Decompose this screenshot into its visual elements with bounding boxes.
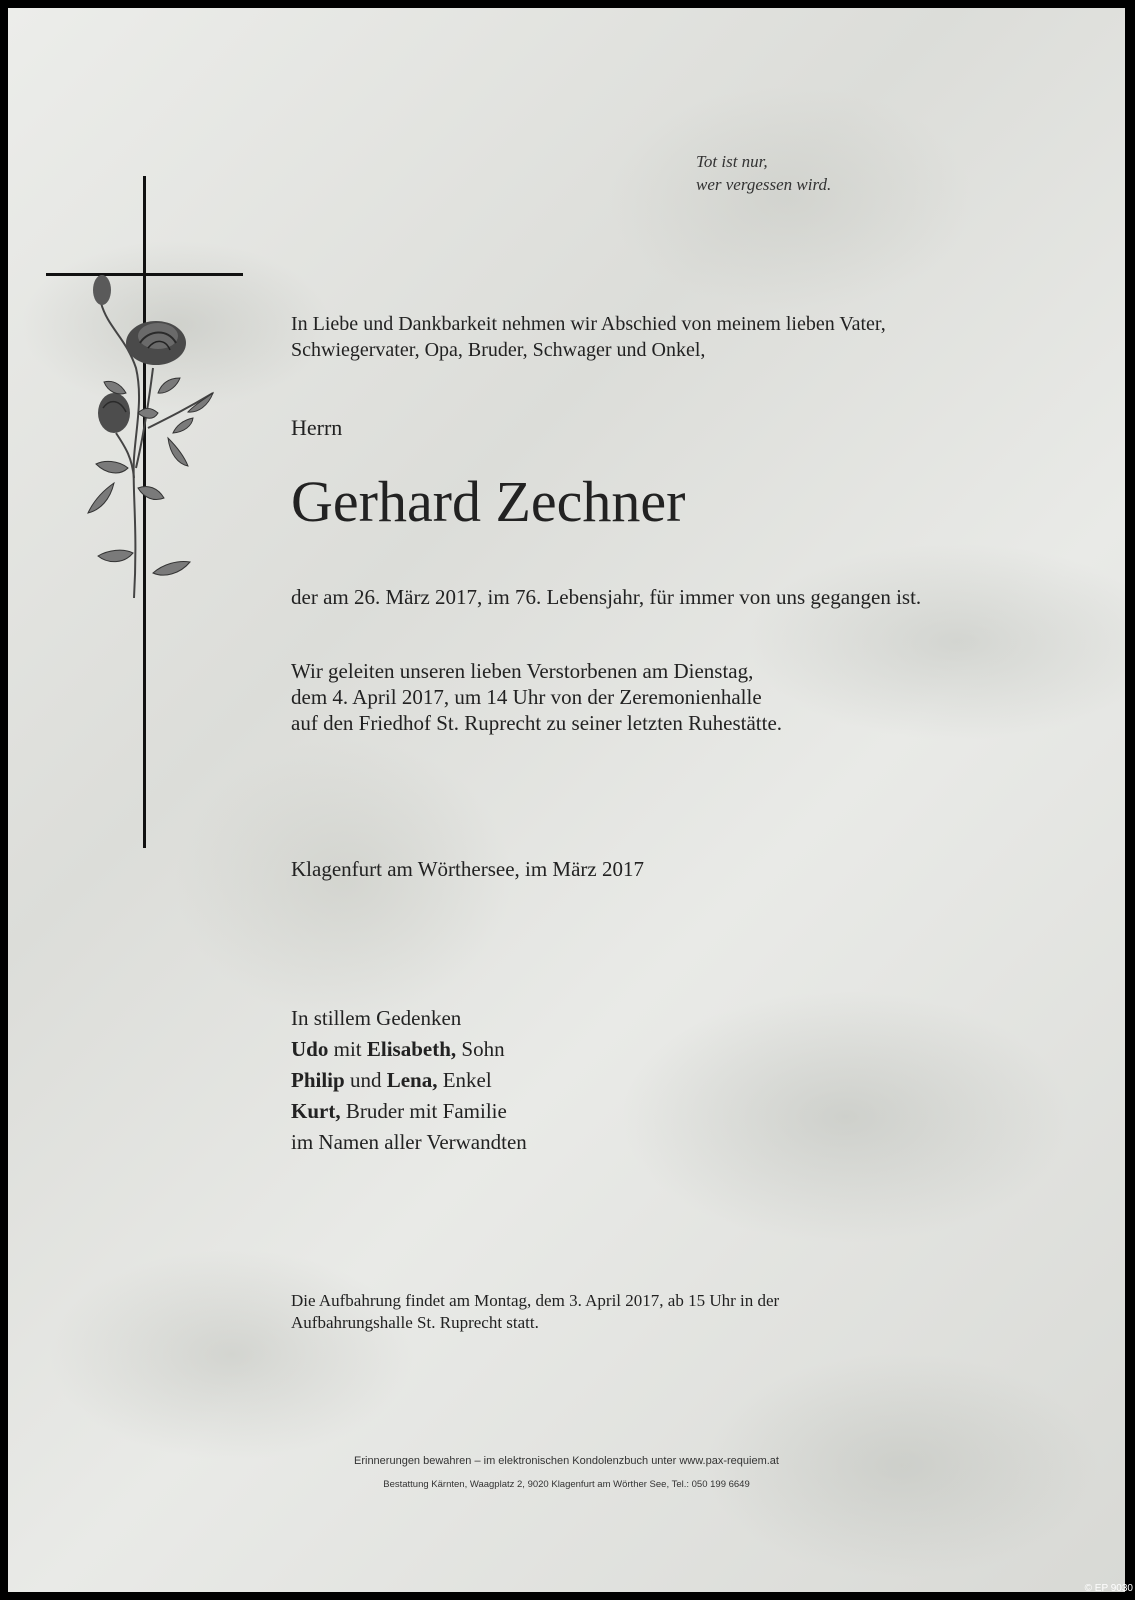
mourner-name: Kurt, bbox=[291, 1099, 341, 1123]
mourner-relation: Bruder mit Familie bbox=[340, 1099, 507, 1123]
mourner-name: Elisabeth, bbox=[366, 1037, 457, 1061]
funeral-line-3: auf den Friedhof St. Ruprecht zu seiner letzten Ruhestätte. bbox=[291, 711, 783, 735]
deceased-name: Gerhard Zechner bbox=[291, 469, 686, 534]
place-date: Klagenfurt am Wörthersee, im März 2017 bbox=[291, 857, 644, 881]
cross-with-rose-icon bbox=[8, 8, 268, 868]
mourner-row-son bbox=[291, 1034, 527, 1065]
funeral-text bbox=[291, 658, 782, 736]
mourners-list bbox=[291, 1003, 527, 1158]
mourner-name: Philip bbox=[291, 1068, 345, 1092]
mourner-name: Lena, bbox=[386, 1068, 438, 1092]
footer-undertaker-address: Bestattung Kärnten, Waagplatz 2, 9020 Klagenfurt am Wörther See, Tel.: 050 199 6649 bbox=[383, 1479, 750, 1490]
cross-vertical-beam bbox=[143, 176, 146, 848]
intro-text bbox=[291, 311, 886, 363]
viewing-notice bbox=[291, 1290, 779, 1334]
rose-bud bbox=[93, 275, 111, 305]
death-notice: der am 26. März 2017, im 76. Lebensjahr, für immer von uns gegangen ist. bbox=[291, 585, 922, 609]
obituary-sheet bbox=[8, 8, 1125, 1592]
motto-line-1: Tot ist nur, bbox=[696, 152, 768, 171]
mourner-connector: und bbox=[344, 1068, 387, 1092]
funeral-line-2: dem 4. April 2017, um 14 Uhr von der Zeremonienhalle bbox=[291, 685, 762, 709]
mourner-row-brother bbox=[291, 1096, 527, 1127]
motto-line-2: wer vergessen wird. bbox=[696, 175, 832, 194]
footer-condolence-link: Erinnerungen bewahren – im elektronischen Kondolenzbuch unter www.pax-requiem.at bbox=[354, 1455, 779, 1467]
funeral-line-1: Wir geleiten unseren lieben Verstorbenen am Dienstag, bbox=[291, 659, 754, 683]
viewing-line-2: Aufbahrungshalle St. Ruprecht statt. bbox=[291, 1313, 539, 1332]
rose-bloom-large bbox=[126, 321, 186, 365]
cross-horizontal-beam bbox=[46, 273, 243, 276]
mourner-relation: Enkel bbox=[437, 1068, 492, 1092]
salutation: Herrn bbox=[291, 415, 343, 440]
mourner-relation: Sohn bbox=[456, 1037, 505, 1061]
viewing-line-1: Die Aufbahrung findet am Montag, dem 3. April 2017, ab 15 Uhr in der bbox=[291, 1291, 780, 1310]
mourner-row-grandchildren bbox=[291, 1065, 527, 1096]
rose-bloom-small bbox=[98, 393, 130, 433]
intro-line-2: Schwiegervater, Opa, Bruder, Schwager und Onkel, bbox=[291, 339, 706, 361]
intro-line-1: In Liebe und Dankbarkeit nehmen wir Abschied von meinem lieben Vater, bbox=[291, 313, 886, 335]
mourner-connector: mit bbox=[328, 1037, 367, 1061]
mourners-closing: im Namen aller Verwandten bbox=[291, 1130, 527, 1154]
print-code: © EP 9030 bbox=[1084, 1583, 1133, 1594]
motto bbox=[696, 150, 831, 196]
mourners-heading: In stillem Gedenken bbox=[291, 1006, 462, 1030]
mourner-name: Udo bbox=[291, 1037, 329, 1061]
